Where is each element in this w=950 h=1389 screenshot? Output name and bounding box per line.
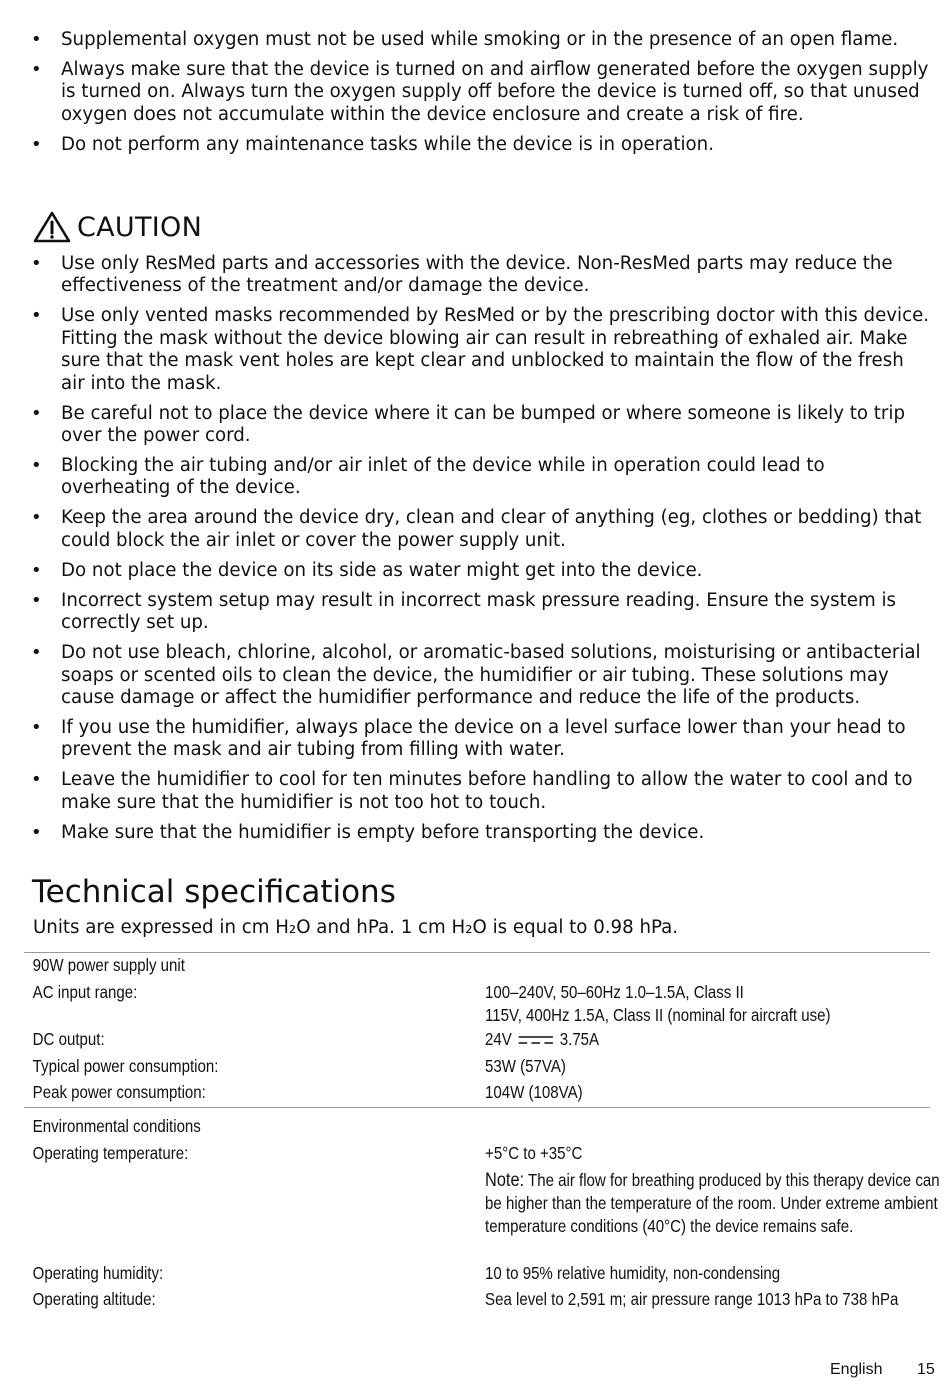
list-item: • Use only vented masks recommended by ResMed or by the prescribing doctor with this device. Fitting the mask without the device blowing air can result in rebreathing of exhaled air. Make sure that the mask vent holes are kept clear and unblocked to maintain the flow of the fresh air into the mask.	[0, 305, 950, 395]
operating-altitude-label: Operating altitude:	[32, 1289, 156, 1309]
operating-altitude-value: Sea level to 2,591 m; air pressure range 1013 hPa to 738 hPa	[485, 1289, 899, 1309]
list-item: • Incorrect system setup may result in incorrect mask pressure reading. Ensure the system is correctly set up.	[0, 590, 950, 635]
operating-temperature-value	[485, 1142, 949, 1237]
list-item: • Supplemental oxygen must not be used while smoking or in the presence of an open flame.	[0, 29, 950, 51]
divider	[24, 1107, 930, 1108]
ac-input-label: AC input range:	[32, 982, 138, 1002]
typical-power-label: Typical power consumption:	[32, 1056, 219, 1076]
ac-input-value	[485, 981, 949, 1026]
list-item: • Do not use bleach, chlorine, alcohol, or aromatic-based solutions, moisturising or antibacterial soaps or scented oils to clean the device, the humidifier or air tubing. These solutions may cause damage or affect the humidifier performance and reduce the life of the products.	[0, 642, 950, 709]
list-item: • Keep the area around the device dry, clean and clear of anything (eg, clothes or bedding) that could block the air inlet or cover the power supply unit.	[0, 507, 950, 552]
peak-power-label: Peak power consumption:	[32, 1082, 206, 1102]
temperature-range: +5°C to +35°C	[485, 1143, 583, 1163]
ac-input-line-2: 115V, 400Hz 1.5A, Class II (nominal for aircraft use)	[485, 1004, 831, 1025]
direct-current-symbol-icon	[519, 1034, 553, 1046]
list-item: • Do not place the device on its side as water might get into the device.	[0, 560, 950, 582]
dc-output-label: DC output:	[32, 1029, 105, 1049]
note-label: Note:	[485, 1169, 525, 1191]
operating-humidity-value: 10 to 95% relative humidity, non-condensing	[485, 1263, 781, 1283]
operating-temperature-label: Operating temperature:	[32, 1143, 189, 1163]
list-item: • Be careful not to place the device where it can be bumped or where someone is likely to trip over the power cord.	[0, 403, 950, 448]
list-item: • If you use the humidifier, always place the device on a level surface lower than your head to prevent the mask and air tubing from filling with water.	[0, 717, 950, 762]
caution-bullet-list	[0, 253, 950, 852]
list-item: • Do not perform any maintenance tasks while the device is in operation.	[0, 134, 950, 156]
list-item: • Use only ResMed parts and accessories with the device. Non-ResMed parts may reduce the effectiveness of the treatment and/or damage the device.	[0, 253, 950, 298]
dc-volts: 24V	[485, 1029, 512, 1049]
section-heading: 90W power supply unit	[32, 955, 185, 975]
typical-power-value: 53W (57VA)	[485, 1056, 566, 1076]
footer-language: English	[830, 1361, 883, 1378]
warning-bullet-list	[0, 29, 950, 164]
list-item: • Leave the humidifier to cool for ten minutes before handling to allow the water to cool and to make sure that the humidifier is not too hot to touch.	[0, 769, 950, 814]
dc-amps: 3.75A	[559, 1029, 600, 1049]
divider	[24, 952, 930, 953]
list-item: • Blocking the air tubing and/or air inlet of the device while in operation could lead to overheating of the device.	[0, 455, 950, 500]
warning-triangle-icon	[33, 211, 71, 243]
note-text: The air flow for breathing produced by this therapy device can be higher than the temperature of the room. Under extreme ambient temperature conditions (40°C) the device remains safe.	[485, 1169, 940, 1236]
caution-heading	[33, 209, 202, 245]
page-number: 15	[917, 1361, 935, 1378]
operating-humidity-label: Operating humidity:	[32, 1263, 164, 1283]
peak-power-value: 104W (108VA)	[485, 1082, 583, 1102]
temperature-note	[485, 1169, 949, 1238]
dc-output-value	[485, 1028, 949, 1051]
caution-title: CAUTION	[77, 211, 203, 243]
units-note: Units are expressed in cm H₂O and hPa. 1 cm H₂O is equal to 0.98 hPa.	[33, 917, 679, 938]
section-heading: Environmental conditions	[32, 1116, 201, 1136]
list-item: • Always make sure that the device is turned on and airflow generated before the oxygen supply is turned on. Always turn the oxygen supply off before the device is turned off, so that unused oxygen does not accumulate within the device enclosure and create a risk of fire.	[0, 59, 950, 126]
ac-input-line-1: 100–240V, 50–60Hz 1.0–1.5A, Class II	[485, 982, 744, 1002]
list-item: • Make sure that the humidifier is empty before transporting the device.	[0, 822, 950, 844]
section-title: Technical specifications	[32, 874, 396, 910]
